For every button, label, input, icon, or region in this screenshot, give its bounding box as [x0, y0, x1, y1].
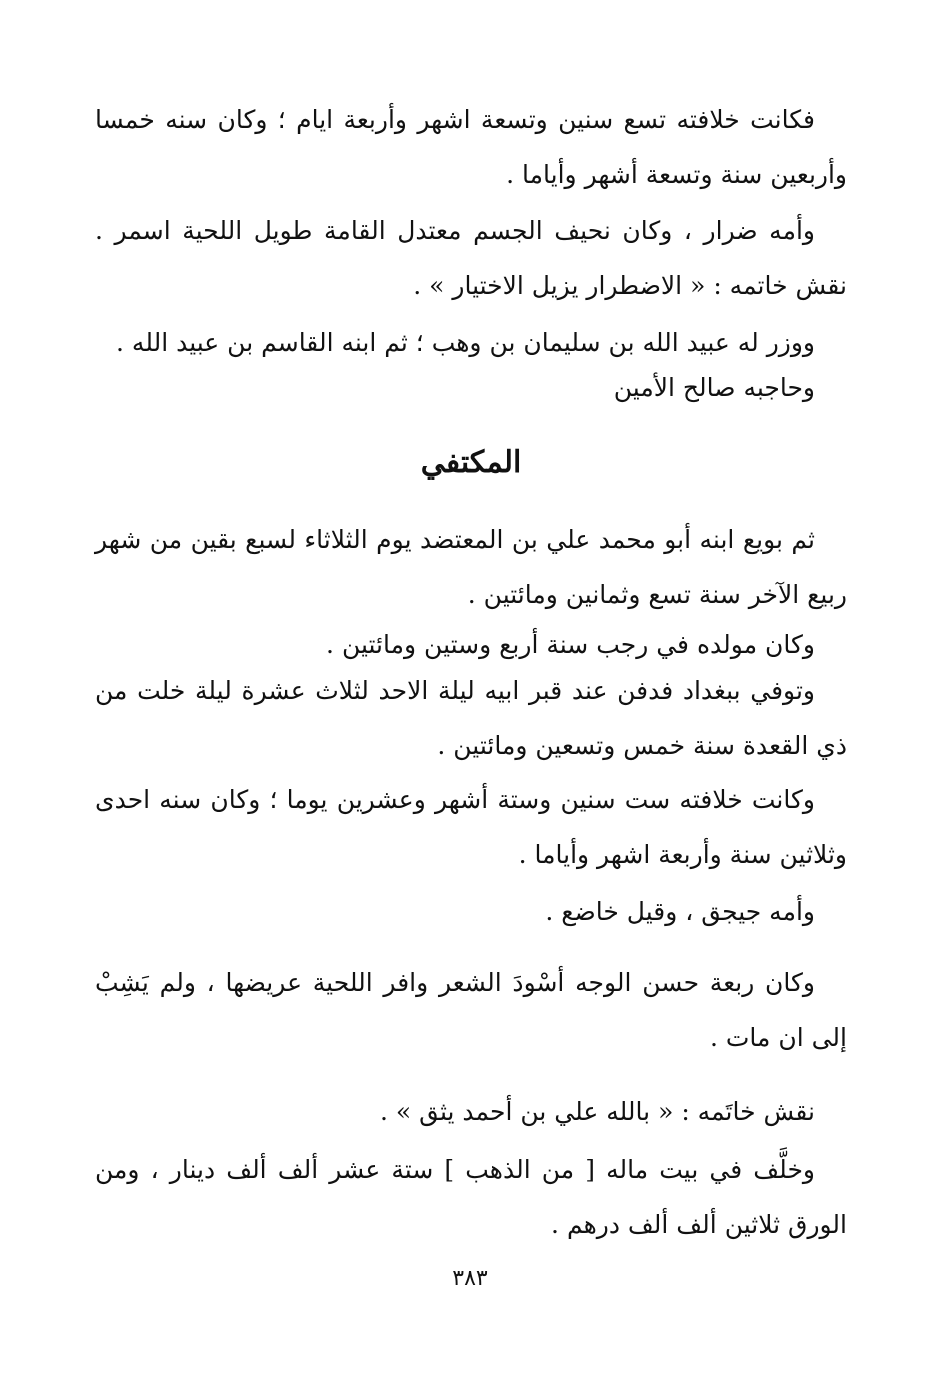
- paragraph-death: وتوفي ببغداد فدفن عند قبر ابيه ليلة الاحد لثلاث عشرة ليلة خلت من ذي القعدة سنة خمس وتسعين ومائتين .: [95, 676, 847, 760]
- paragraph-chamberlain: وحاجبه صالح الأمين: [613, 373, 815, 402]
- paragraph-birth: وكان مولده في رجب سنة أربع وستين ومائتين .: [326, 630, 815, 659]
- paragraph-mother-description: وأمه ضرار ، وكان نحيف الجسم معتدل القامة طويل اللحية اسمر . نقش خاتمه : « الاضطرار يزيل الاختيار » .: [95, 216, 847, 300]
- paragraph-caliphate-duration: فكانت خلافته تسع سنين وتسعة اشهر وأربعة ايام ؛ وكان سنه خمسا وأربعين سنة وتسعة أشهر وأياما .: [95, 105, 847, 189]
- paragraph-vizier: ووزر له عبيد الله بن سليمان بن وهب ؛ ثم ابنه القاسم بن عبيد الله .: [116, 328, 815, 357]
- page-number: ٣٨٣: [452, 1266, 488, 1291]
- paragraph-appearance: وكان ربعة حسن الوجه أسْودَ الشعر وافر اللحية عريضها ، ولم يَشِبْ إلى ان مات .: [95, 968, 847, 1052]
- paragraph-accession: ثم بويع ابنه أبو محمد علي بن المعتضد يوم الثلاثاء لسبع بقين من شهر ربيع الآخر سنة تسع وثمانين ومائتين .: [95, 525, 847, 609]
- paragraph-mother: وأمه جيجق ، وقيل خاضع .: [545, 897, 815, 926]
- paragraph-reign-length: وكانت خلافته ست سنين وستة أشهر وعشرين يوما ؛ وكان سنه احدى وثلاثين سنة وأربعة اشهر وأياما .: [95, 785, 847, 869]
- paragraph-seal: نقش خاتَمه : « بالله علي بن أحمد يثق » .: [379, 1097, 815, 1126]
- section-heading: المكتفي: [420, 445, 522, 480]
- paragraph-treasury: وخلَّف في بيت ماله [ من الذهب ] ستة عشر ألف ألف دينار ، ومن الورق ثلاثين ألف ألف درهم .: [95, 1155, 847, 1239]
